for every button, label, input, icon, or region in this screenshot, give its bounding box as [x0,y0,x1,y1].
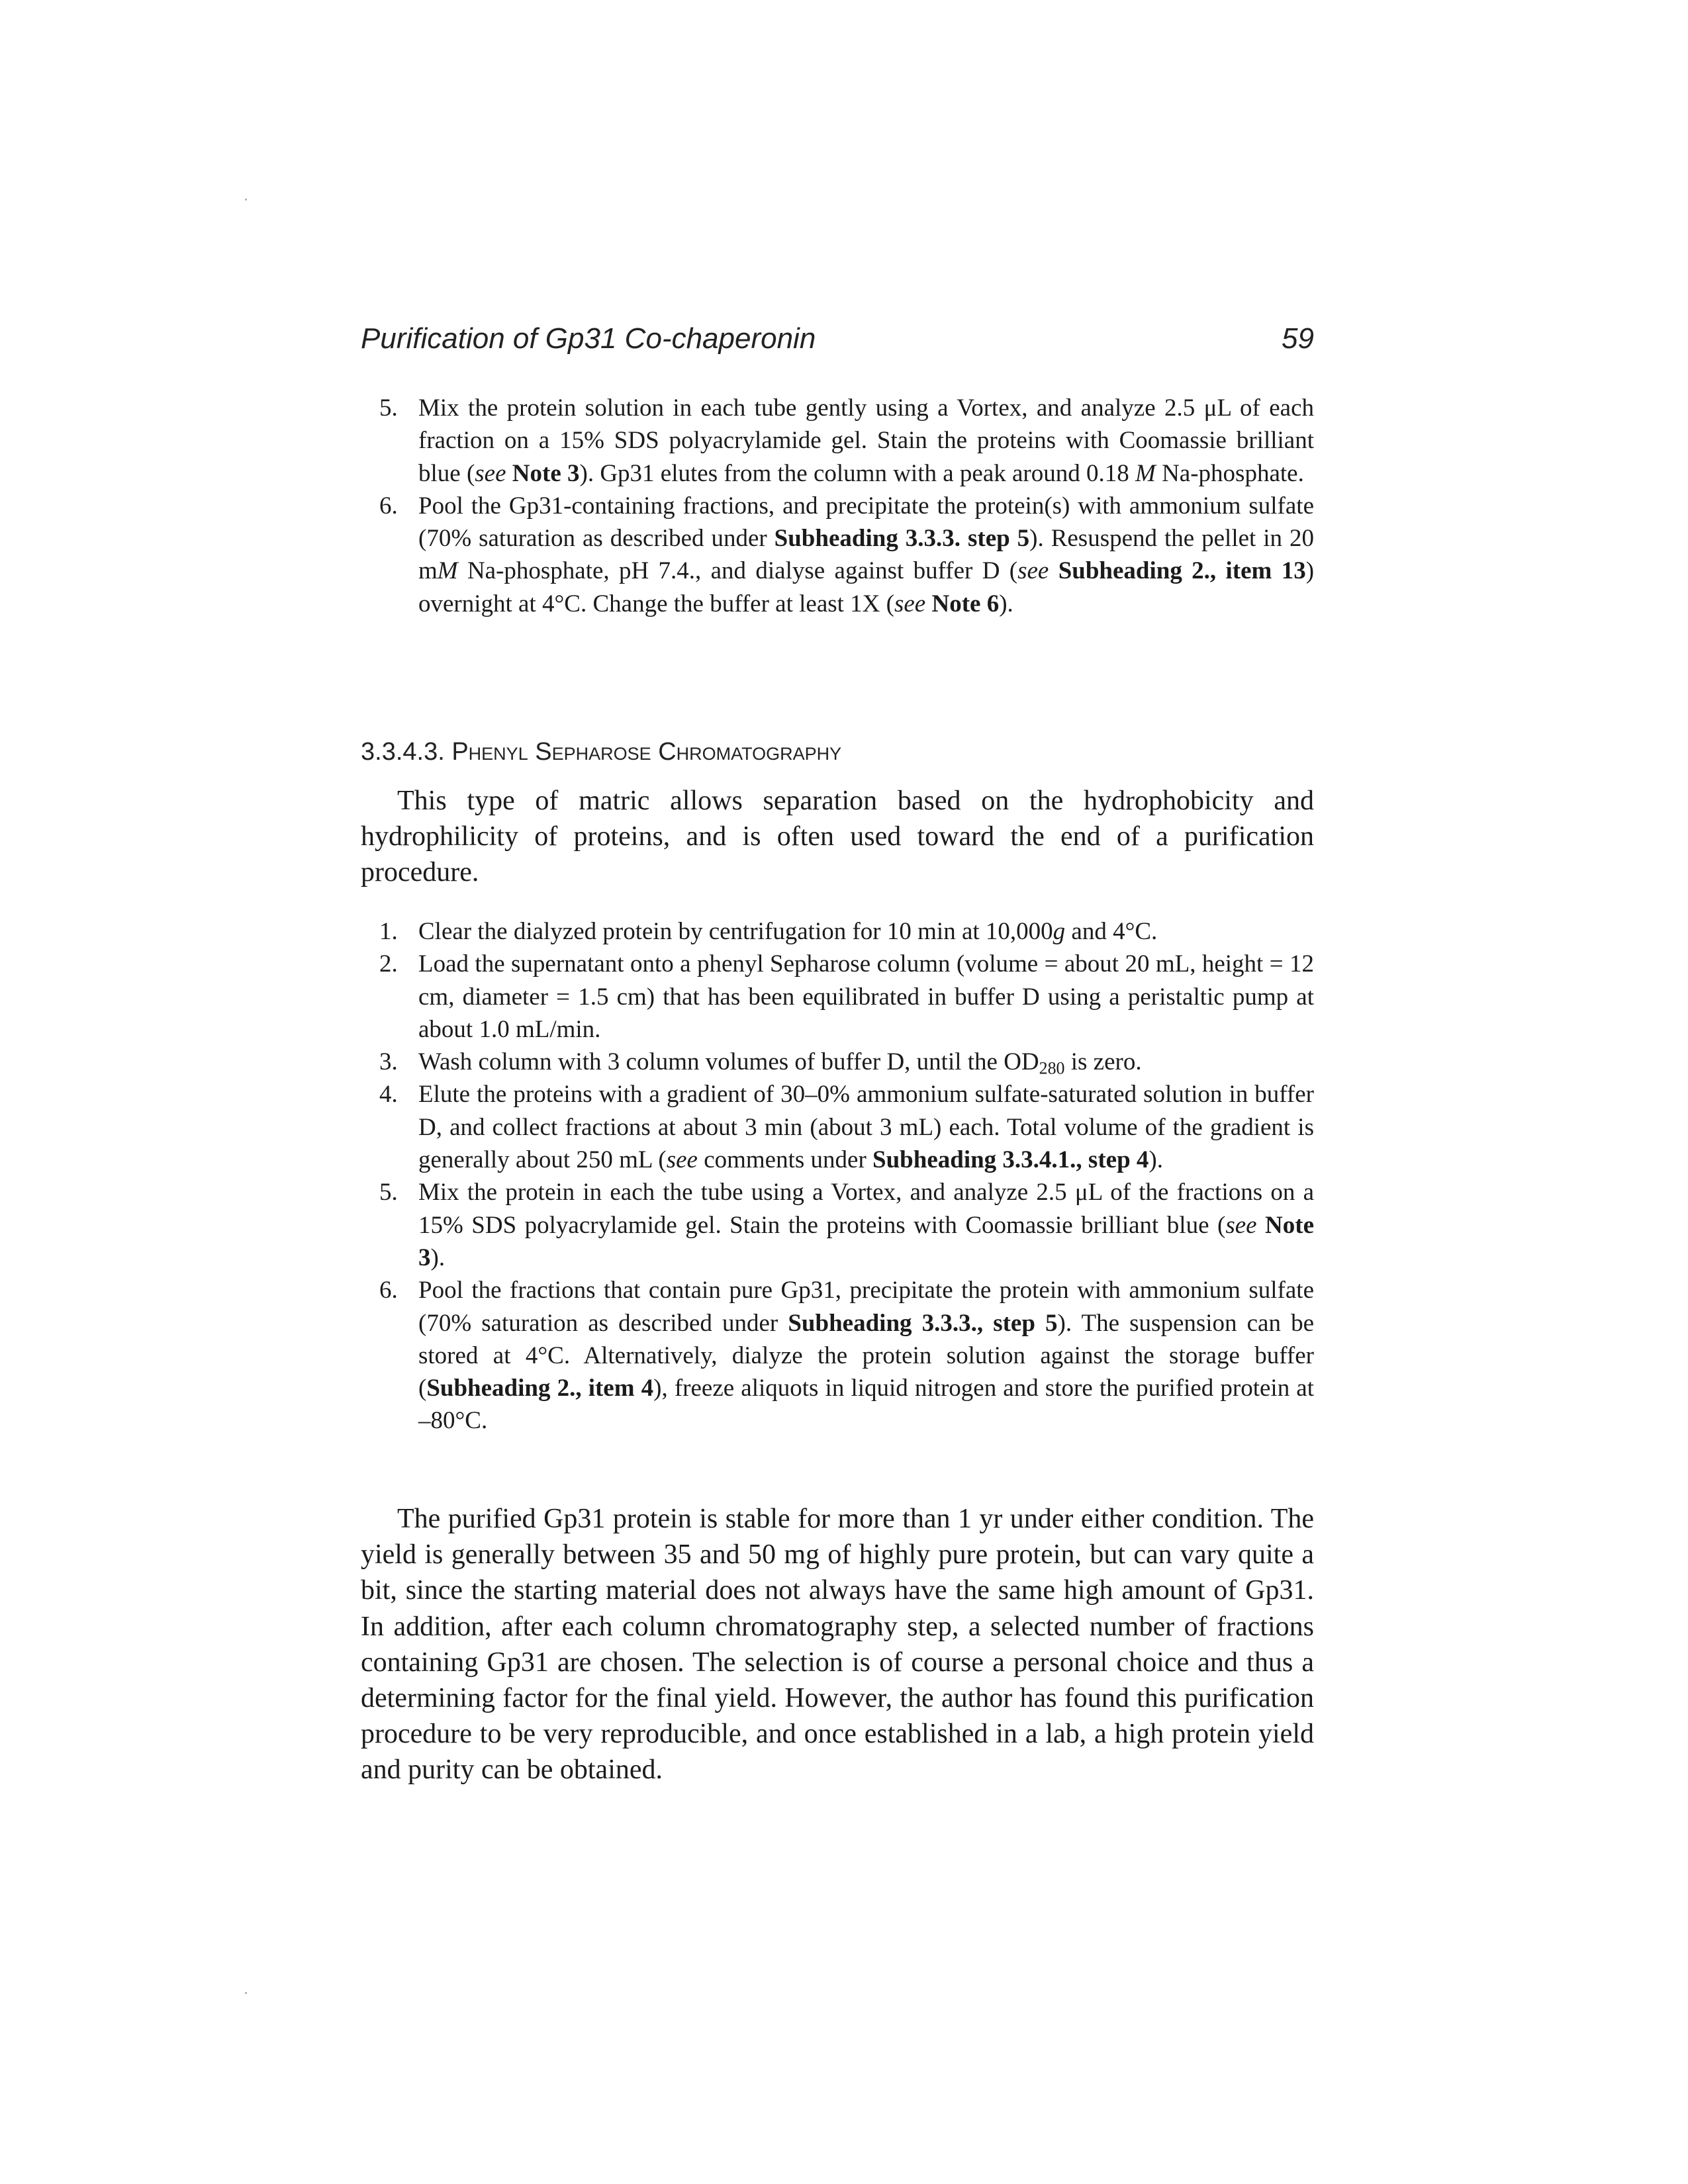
text-segment: Na-phosphate, pH 7.4., and dialyse against buffer D ( [457,557,1018,585]
running-head-title: Purification of Gp31 Co-chaperonin [361,322,816,355]
text-segment: Subheading 3.3.3., step 5 [788,1309,1058,1337]
text-segment: is zero. [1064,1048,1142,1076]
text-segment: and 4°C. [1065,918,1158,945]
list-item-number: 5. [379,394,398,422]
text-segment: ). [999,590,1013,617]
list-item-number: 3. [379,1048,398,1076]
list-item-number: 5. [379,1179,398,1206]
text-segment: Subheading 3.3.3. step 5 [774,525,1030,553]
list-item-number: 1. [379,918,398,945]
list-item [361,948,1314,1046]
text-segment: Na-phosphate. [1155,459,1304,487]
text-segment: 280 [1039,1058,1065,1078]
text-segment [1049,557,1058,584]
text-segment: ). Resuspend the pellet in 20 m [418,525,1315,585]
text-segment: comments under [697,1146,873,1174]
scan-speck [245,1992,247,1994]
running-head [361,319,1314,359]
section-number: 3.3.4.3. [361,738,445,766]
list-item [361,1274,1314,1437]
text-segment: ). [1149,1146,1163,1174]
text-segment: Subheading 2., item 4 [426,1375,654,1402]
text-segment: ). Gp31 elutes from the column with a peak around 0.18 [579,459,1135,487]
text-segment: see [894,590,926,617]
list-item [361,915,1314,948]
text-segment: see [1017,557,1049,585]
scan-speck [245,199,247,201]
continued-step-list [361,392,1314,620]
list-item-number: 6. [379,492,398,520]
text-segment: ), freeze aliquots in liquid nitrogen and store the purified protein at –80°C. [418,1375,1315,1435]
text-segment: Subheading 2., item 13 [1058,557,1306,585]
text-segment: ). [430,1244,445,1271]
text-segment: Note 6 [931,590,1000,617]
text-segment: M [437,557,458,585]
list-item-number: 2. [379,950,398,978]
text-segment: see [1225,1211,1257,1239]
text-segment: ). The suspension can be stored at 4°C. Alternatively, dialyze the protein solution against the storage buffer ( [418,1309,1314,1402]
page-number: 59 [1282,322,1314,355]
text-segment: Note 3 [418,1211,1315,1271]
text-segment: Note 3 [512,459,580,487]
list-item [361,1176,1314,1274]
text-segment: Mix the protein solution in each tube gently using a Vortex, and analyze 2.5 μL of each fraction on a 15% SDS polyacrylamide gel. Stain the proteins with Coomassie brilliant blue ( [418,394,1314,487]
text-segment: Mix the protein in each the tube using a Vortex, and analyze 2.5 μL of the fractions on a 15% SDS polyacrylamide gel. Stain the proteins with Coomassie brilliant blue ( [418,1179,1314,1239]
text-segment: Pool the fractions that contain pure Gp31, precipitate the protein with ammonium sulfate (70% saturation as described under [418,1277,1314,1337]
text-segment: Wash column with 3 column volumes of buffer D, until the OD [418,1048,1039,1076]
text-segment: Clear the dialyzed protein by centrifugation for 10 min at 10,000 [418,918,1053,945]
closing-paragraph: The purified Gp31 protein is stable for more than 1 yr under either condition. The yield is generally between 35 and 50 mg of highly pure protein, but can vary quite a bit, since the starting material does not always have the same high amount of Gp31. In addition, after each column chromatography step, a selected number of fractions containing Gp31 are chosen. The selection is of course a personal choice and thus a determining factor for the final yield. However, the author has found this purification procedure to be very reproducible, and once established in a lab, a high protein yield and purity can be obtained. [361,1504,1314,1786]
text-segment: M [1135,459,1156,487]
text-segment: Subheading 3.3.4.1., step 4 [872,1146,1149,1174]
text-segment: see [475,459,506,487]
text-segment [1257,1212,1265,1239]
list-item [361,392,1314,490]
list-item [361,490,1314,620]
list-item [361,1046,1314,1078]
procedure-step-list [361,915,1314,1437]
text-segment: Load the supernatant onto a phenyl Sepharose column (volume = about 20 mL, height = 12 cm, diameter = 1.5 cm) that has been equilibrated in buffer D using a peristaltic pump at about 1.0 mL/min. [418,950,1314,1043]
text-segment: g [1053,918,1066,945]
list-item [361,1078,1314,1176]
list-item-number: 6. [379,1277,398,1304]
intro-paragraph: This type of matric allows separation based on the hydrophobicity and hydrophilicity of proteins, and is often used toward the end of a purification procedure. [361,786,1314,887]
text-segment: Elute the proteins with a gradient of 30–0% ammonium sulfate-saturated solution in buffer D, and collect fractions at about 3 min (about 3 mL) each. Total volume of the gradient is generally about 250 mL ( [418,1081,1314,1174]
list-item-number: 4. [379,1081,398,1109]
section-title: Phenyl Sepharose Chromatography [451,738,842,766]
section-heading [361,735,841,769]
text-segment [506,460,512,487]
text-segment: Pool the Gp31-containing fractions, and precipitate the protein(s) with ammonium sulfate (70% saturation as described under [418,492,1314,553]
text-segment: see [666,1146,698,1174]
text-segment: ) overnight at 4°C. Change the buffer at least 1X ( [418,557,1315,617]
